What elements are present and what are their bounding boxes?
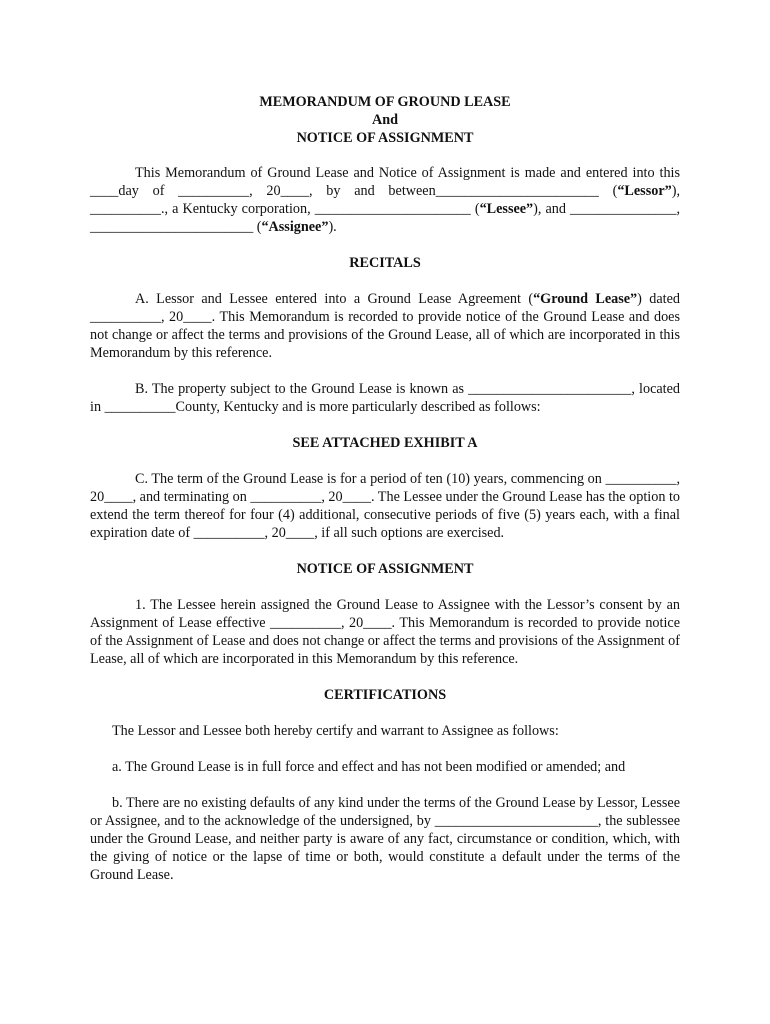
recital-a (90, 290, 680, 362)
intro-paragraph (90, 164, 680, 236)
ground-lease-label: “Ground Lease” (533, 291, 638, 307)
intro-text-1: This Memorandum of Ground Lease and Notice of Assignment is made and entered into this ____day of __________, 20____, by and between_______________________ ( (90, 165, 680, 199)
intro-text-2: ), __________., a Kentucky corporation, ______________________ ( (90, 183, 680, 217)
assignee-label: “Assignee” (261, 219, 329, 235)
document-title-line1: MEMORANDUM OF GROUND LEASE (259, 94, 511, 110)
certification-b: b. There are no existing defaults of any kind under the terms of the Ground Lease by Lessor, Lessee or Assignee, and to the acknowledge of the undersigned, by _______________________, the sublessee under the Ground Lease, and neither party is aware of any fact, circumstance or condition, which, with the giving of notice or the lapse of time or both, would constitute a default under the terms of the Ground Lease. (90, 795, 680, 883)
recital-c: C. The term of the Ground Lease is for a period of ten (10) years, commencing on __________, 20____, and terminating on __________, 20____. The Lessee under the Ground Lease has the option to extend the term thereof for four (4) additional, consecutive periods of five (5) years each, with a final expiration date of __________, 20____, if all such options are exercised. (90, 471, 680, 541)
notice-paragraph-1: 1. The Lessee herein assigned the Ground Lease to Assignee with the Lessor’s consent by an Assignment of Lease effective __________, 20____. This Memorandum is recorded to provide notice of the Assignment of Lease and does not change or affect the terms and provisions of the Assignment of Lease, all of which are incorporated in this Memorandum by this reference. (90, 597, 680, 667)
certifications-heading: CERTIFICATIONS (323, 687, 447, 703)
document-title-line3: NOTICE OF ASSIGNMENT (296, 130, 474, 146)
recital-a-text-2: ) dated __________, 20____. This Memorandum is recorded to provide notice of the Ground Lease and does not change or affect the terms and provisions of the Ground Lease, all of which are incorporated in this Memorandum by this reference. (90, 291, 680, 361)
intro-text-3: ), and _______________, _______________________ ( (90, 201, 680, 235)
document-title-line2: And (371, 112, 399, 128)
lessee-label: “Lessee” (479, 201, 534, 217)
exhibit-heading: SEE ATTACHED EXHIBIT A (292, 435, 478, 451)
certification-a: a. The Ground Lease is in full force and effect and has not been modified or amended; and (112, 759, 626, 775)
notice-heading: NOTICE OF ASSIGNMENT (296, 561, 474, 577)
recital-b: B. The property subject to the Ground Lease is known as _______________________, located in __________County, Kentucky and is more particularly described as follows: (90, 381, 680, 415)
document-page (90, 93, 680, 884)
certifications-intro: The Lessor and Lessee both hereby certify and warrant to Assignee as follows: (112, 723, 559, 739)
lessor-label: “Lessor” (617, 183, 672, 199)
intro-text-4: ). (328, 219, 337, 235)
recital-a-text-1: A. Lessor and Lessee entered into a Ground Lease Agreement ( (135, 291, 534, 307)
recitals-heading: RECITALS (349, 255, 421, 271)
